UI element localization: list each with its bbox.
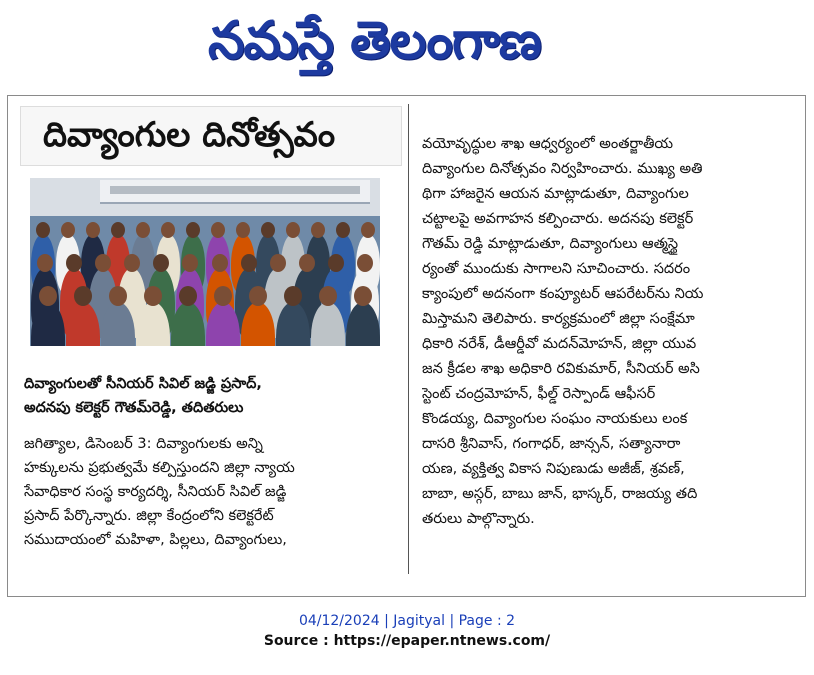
body-line: దివ్యాంగుల దినోత్సవం నిర్వహించారు. ముఖ్య అతి (422, 161, 703, 177)
body-line: ర్యంతో ముందుకు సాగాలని సూచించారు. సదరం (422, 261, 691, 277)
photo-person-head (66, 254, 82, 272)
photo-person-head (211, 222, 225, 238)
body-line: హక్కులను ప్రభుత్వమే కల్పిస్తుందని జిల్లా న్యాయ (24, 460, 295, 476)
body-line: బాబా, అస్గర్, బాబు జాన్, భాస్కర్, రాజయ్య తది (422, 486, 698, 502)
photo-person-head (124, 254, 140, 272)
photo-person-head (161, 222, 175, 238)
photo-person-head (74, 286, 92, 306)
photo-person-head (354, 286, 372, 306)
body-line: సేవాధికార సంస్థ కార్యదర్శి, సీనియర్ సివిల్ జడ్జి (24, 484, 287, 500)
photo-person-head (109, 286, 127, 306)
photo-person-head (136, 222, 150, 238)
photo-person-head (144, 286, 162, 306)
body-line: క్యాంపులో అదనంగా కంప్యూటర్ ఆపరేటర్‌ను నియ (422, 286, 704, 302)
caption-line: అదనపు కలెక్టర్ గౌతమ్‌రెడ్డి, తదితరులు (24, 400, 244, 416)
photo-person-head (270, 254, 286, 272)
photo-person-head (179, 286, 197, 306)
newspaper-logo: నమస్తే తెలంగాణ (208, 11, 541, 71)
edition-info: 04/12/2024 | Jagityal | Page : 2 (298, 613, 516, 629)
photo-person-head (319, 286, 337, 306)
body-line: దాసరి శ్రీనివాస్, గంగాధర్, జాన్సన్, సత్యానారా (422, 436, 681, 452)
photo-person-head (336, 222, 350, 238)
photo-person-head (39, 286, 57, 306)
body-line: జన క్రీడల శాఖ అధికారి రవికుమార్, సీనియర్ అసి (422, 361, 700, 377)
right-column-body (422, 132, 794, 532)
photo-person-head (86, 222, 100, 238)
photo-person-head (361, 222, 375, 238)
photo-person-head (284, 286, 302, 306)
photo-person-head (249, 286, 267, 306)
photo-person-head (212, 254, 228, 272)
body-line: ధికారి నరేశ్, డీఆర్డీవో మదన్‌మోహన్, జిల్లా యువ (422, 336, 697, 352)
body-line: కొండయ్య, దివ్యాంగుల సంఘం నాయకులు లంక (422, 411, 688, 427)
caption-line: దివ్యాంగులతో సీనియర్ సివిల్ జడ్జి ప్రసాద్, (24, 376, 262, 392)
photo-person-head (261, 222, 275, 238)
photo-person-head (111, 222, 125, 238)
body-line: సముదాయంలో మహిళా, పిల్లలు, దివ్యాంగులు, (24, 532, 287, 548)
body-line: వయోవృద్ధుల శాఖ ఆధ్వర్యంలో అంతర్జాతీయ (422, 136, 674, 152)
article-photo (30, 178, 380, 346)
source-link[interactable]: Source : https://epaper.ntnews.com/ (263, 633, 551, 649)
body-line: ప్రసాద్ పేర్కొన్నారు. జిల్లా కేంద్రంలోని కలెక్టరేట్ (24, 508, 274, 524)
body-line: జగిత్యాల, డిసెంబర్ 3: దివ్యాంగులకు అన్ని (24, 436, 263, 452)
photo-person-head (311, 222, 325, 238)
body-line: చట్టాలపై అవగాహన కల్పించారు. అదనపు కలెక్టర్ (422, 211, 694, 227)
news-clipping (7, 95, 806, 597)
photo-person-head (37, 254, 53, 272)
body-line: గౌతమ్ రెడ్డి మాట్లాడుతూ, దివ్యాంగులు ఆత్మస్థై (422, 236, 679, 252)
photo-person-head (241, 254, 257, 272)
column-divider (408, 104, 409, 574)
photo-person-head (36, 222, 50, 238)
body-line: స్టెంట్ చంద్రమోహన్, ఫీల్డ్ రెస్పాండ్ ఆఫీసర్ (422, 386, 656, 402)
body-line: యణ, వ్యక్తిత్వ వికాస నిపుణుడు అజీజ్, శ్రవణ్, (422, 461, 685, 477)
page-footer (0, 611, 814, 651)
photo-caption (24, 372, 402, 420)
masthead (0, 0, 814, 84)
body-line: థిగా హాజరైన ఆయన మాట్లాడుతూ, దివ్యాంగుల (422, 186, 689, 202)
photo-person-head (286, 222, 300, 238)
photo-person-head (186, 222, 200, 238)
photo-person-head (299, 254, 315, 272)
body-line: తరులు పాల్గొన్నారు. (422, 511, 535, 527)
left-column-body (24, 432, 400, 552)
photo-person-head (236, 222, 250, 238)
body-line: మిస్తామని తెలిపారు. కార్యక్రమంలో జిల్లా సంక్షేమా (422, 311, 695, 327)
headline-box (20, 106, 402, 166)
photo-person-head (61, 222, 75, 238)
photo-banner-text (110, 186, 360, 194)
photo-person-head (95, 254, 111, 272)
article-headline: దివ్యాంగుల దినోత్సవం (43, 115, 336, 155)
photo-person-head (214, 286, 232, 306)
